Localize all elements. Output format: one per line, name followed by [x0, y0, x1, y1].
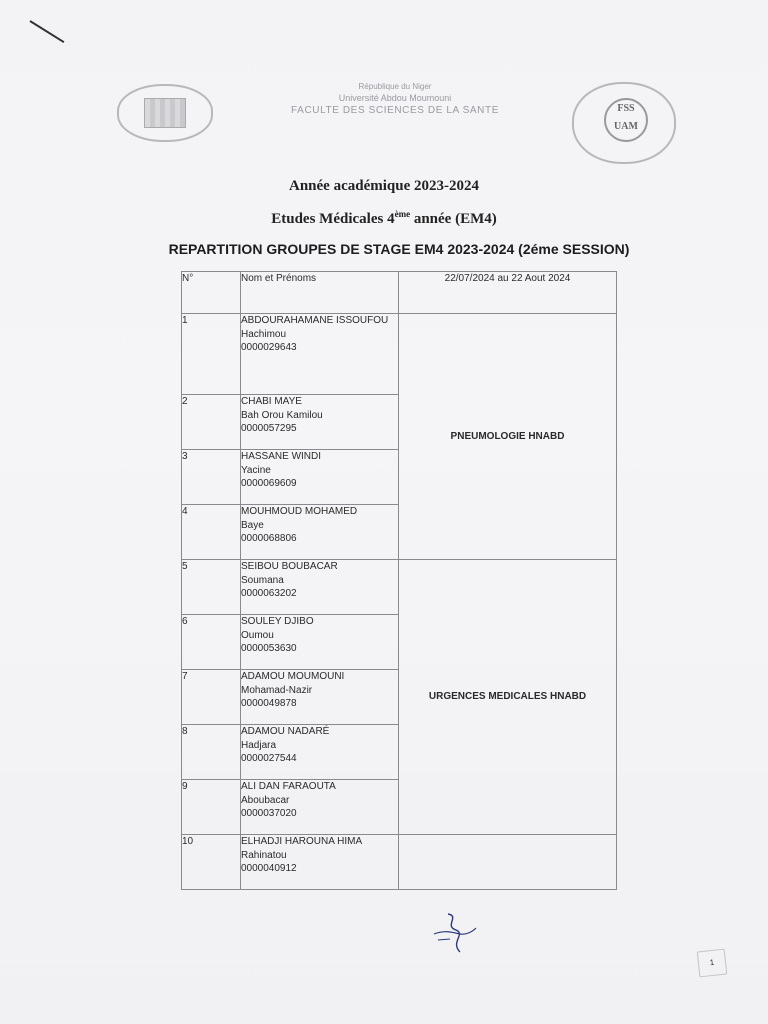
student-last-name: SOULEY DJIBO: [241, 616, 314, 627]
student-id: 0000063202: [241, 588, 297, 599]
student-first-name: Yacine: [241, 464, 271, 476]
document-main-title: REPARTITION GROUPES DE STAGE EM4 2023-2024 (2éme SESSION): [168, 241, 630, 257]
student-cell: [241, 314, 399, 395]
student-last-name: ADAMOU NADARÉ: [241, 726, 330, 737]
student-id: 0000069609: [241, 478, 297, 489]
student-cell: [241, 670, 399, 725]
row-num: 3: [182, 450, 241, 505]
student-first-name: Hadjara: [241, 739, 277, 751]
signature-icon: [430, 908, 480, 956]
row-num: 8: [182, 725, 241, 780]
student-last-name: ADAMOU MOUMOUNI: [241, 671, 345, 682]
student-cell: [241, 450, 399, 505]
row-num: 7: [182, 670, 241, 725]
student-last-name: HASSANE WINDI: [241, 451, 322, 462]
student-id: 0000029643: [241, 342, 297, 353]
table-row: [182, 314, 617, 395]
row-num: 6: [182, 615, 241, 670]
student-cell: [241, 780, 399, 835]
service-cell: PNEUMOLOGIE HNABD: [399, 314, 617, 560]
student-first-name: Soumana: [241, 574, 284, 586]
internship-groups-table: [181, 271, 617, 890]
student-id: 0000040912: [241, 863, 297, 874]
row-num: 9: [182, 780, 241, 835]
row-num: 1: [182, 314, 241, 395]
header-period: 22/07/2024 au 22 Aout 2024: [399, 272, 617, 314]
student-last-name: MOUHMOUD MOHAMED: [241, 506, 358, 517]
studies-title-prefix: Etudes Médicales 4: [271, 211, 395, 227]
studies-title-suffix: année (EM4): [410, 211, 497, 227]
letterhead-country: République du Niger: [358, 82, 432, 91]
page-number-box: [697, 949, 728, 978]
service-cell-empty: [399, 835, 617, 890]
student-id: 0000027544: [241, 753, 297, 764]
student-id: 0000068806: [241, 533, 297, 544]
faculty-seal-logo: [604, 98, 648, 142]
student-id: 0000057295: [241, 423, 297, 434]
student-last-name: ELHADJI HAROUNA HIMA: [241, 836, 363, 847]
student-last-name: SEIBOU BOUBACAR: [241, 561, 338, 572]
studies-title-sup: ème: [394, 209, 411, 219]
letterhead-faculty: FACULTE DES SCIENCES DE LA SANTE: [291, 105, 499, 116]
row-num: 10: [182, 835, 241, 890]
student-first-name: Aboubacar: [241, 794, 290, 806]
student-first-name: Bah Orou Kamilou: [241, 409, 323, 421]
student-first-name: Mohamad-Nazir: [241, 684, 313, 696]
seal-emblem: [144, 98, 186, 128]
row-num: 2: [182, 395, 241, 450]
student-cell: [241, 725, 399, 780]
table-header-row: [182, 272, 617, 314]
table-row: [182, 835, 617, 890]
student-cell: [241, 560, 399, 615]
row-num: 4: [182, 505, 241, 560]
header-num: N°: [182, 272, 241, 314]
student-first-name: Oumou: [241, 629, 274, 641]
header-name: Nom et Prénoms: [241, 272, 399, 314]
table-row: [182, 560, 617, 615]
faculty-seal-right: [572, 82, 676, 164]
student-cell: [241, 395, 399, 450]
university-seal-left: [117, 84, 213, 142]
student-id: 0000037020: [241, 808, 297, 819]
student-last-name: ABDOURAHAMANE ISSOUFOU: [241, 315, 389, 326]
academic-year-title: Année académique 2023-2024: [289, 178, 479, 194]
student-cell: [241, 615, 399, 670]
studies-title: [0, 209, 768, 228]
student-last-name: CHABI MAYE: [241, 396, 302, 407]
pen-mark: [29, 20, 64, 43]
student-first-name: Rahinatou: [241, 849, 287, 861]
row-num: 5: [182, 560, 241, 615]
letterhead-university: Université Abdou Moumouni: [338, 93, 452, 103]
student-id: 0000053630: [241, 643, 297, 654]
faculty-seal-text: FSS UAM: [614, 103, 638, 132]
service-cell: URGENCES MEDICALES HNABD: [399, 560, 617, 835]
student-cell: [241, 835, 399, 890]
student-first-name: Hachimou: [241, 328, 287, 340]
page-number: 1: [709, 957, 715, 968]
letterhead: [230, 82, 560, 118]
student-cell: [241, 505, 399, 560]
student-id: 0000049878: [241, 698, 297, 709]
student-last-name: ALI DAN FARAOUTA: [241, 781, 336, 792]
student-first-name: Baye: [241, 519, 264, 531]
